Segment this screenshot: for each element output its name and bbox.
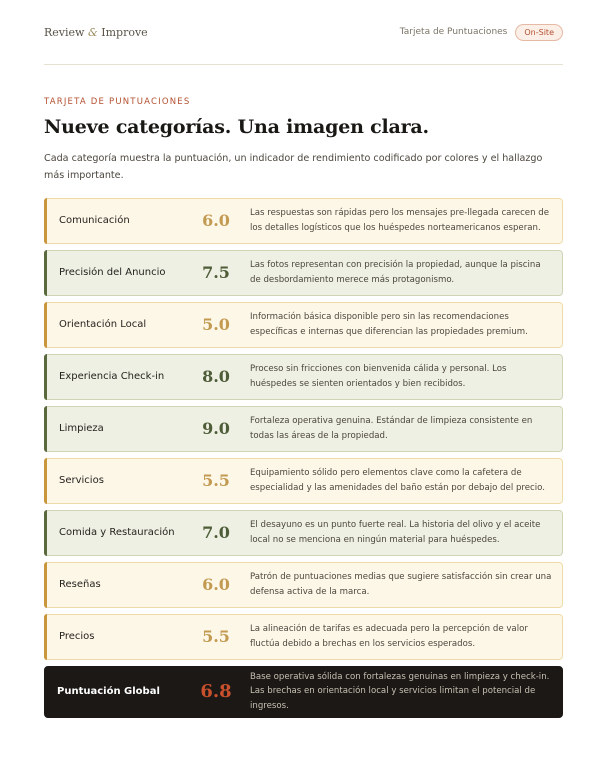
category-score: 7.5 bbox=[202, 263, 230, 283]
category-row bbox=[44, 510, 563, 556]
category-name: Limpieza bbox=[59, 423, 104, 435]
category-score: 7.0 bbox=[202, 523, 230, 543]
breadcrumb: Tarjeta de Puntuaciones bbox=[399, 27, 508, 37]
brand-logo[interactable] bbox=[44, 26, 148, 39]
brand-ampersand: & bbox=[87, 25, 98, 39]
category-finding: La alineación de tarifas es adecuada pero la percepción de valor fluctúa debido a brechas en los servicios esperados. bbox=[250, 624, 528, 649]
category-score: 5.5 bbox=[202, 627, 230, 647]
category-row bbox=[44, 614, 563, 660]
category-finding: Las respuestas son rápidas pero los mensajes pre-llegada carecen de los detalles logísticos que los huéspedes norteamericanos esperan. bbox=[250, 208, 550, 233]
category-finding: Equipamiento sólido pero elementos clave como la cafetera de especialidad y las amenidades del baño están por debajo del precio. bbox=[250, 468, 545, 493]
overall-label: Puntuación Global bbox=[57, 686, 160, 698]
category-row bbox=[44, 302, 563, 348]
category-name: Orientación Local bbox=[59, 319, 147, 331]
category-row bbox=[44, 354, 563, 400]
overall-score-row bbox=[44, 666, 563, 718]
category-score: 5.0 bbox=[202, 315, 230, 335]
category-name: Comida y Restauración bbox=[59, 527, 175, 539]
top-bar bbox=[44, 0, 563, 65]
overall-finding: Base operativa sólida con fortalezas genuinas en limpieza y check-in. Las brechas en orientación local y servicios limitan el potencial de ingresos. bbox=[250, 672, 550, 711]
status-badge: On-Site bbox=[515, 24, 563, 41]
category-name: Reseñas bbox=[59, 579, 101, 591]
category-score: 5.5 bbox=[202, 471, 230, 491]
page-title: Nueve categorías. Una imagen clara. bbox=[44, 116, 429, 138]
category-name: Experiencia Check-in bbox=[59, 371, 165, 383]
category-name: Precios bbox=[59, 631, 95, 643]
category-finding: Proceso sin fricciones con bienvenida cálida y personal. Los huéspedes se sienten orientados y bien recibidos. bbox=[250, 364, 507, 389]
category-score: 6.0 bbox=[202, 211, 230, 231]
category-score: 8.0 bbox=[202, 367, 230, 387]
category-finding: El desayuno es un punto fuerte real. La historia del olivo y el aceite local no se menciona en ningún material para huéspedes. bbox=[250, 520, 541, 545]
category-row bbox=[44, 406, 563, 452]
category-finding: Patrón de puntuaciones medias que sugiere satisfacción sin crear una defensa activa de la marca. bbox=[250, 572, 552, 597]
category-list bbox=[44, 198, 563, 718]
category-row bbox=[44, 458, 563, 504]
brand-word-left: Review bbox=[44, 25, 85, 39]
overall-score: 6.8 bbox=[200, 681, 232, 703]
header-meta bbox=[400, 24, 563, 41]
category-finding: Información básica disponible pero sin las recomendaciones específicas e internas que diferencian las propiedades premium. bbox=[250, 312, 528, 337]
category-name: Comunicación bbox=[59, 215, 130, 227]
category-name: Servicios bbox=[59, 475, 104, 487]
category-score: 9.0 bbox=[202, 419, 230, 439]
category-name: Precisión del Anuncio bbox=[59, 267, 166, 279]
category-row bbox=[44, 198, 563, 244]
category-finding: Las fotos representan con precisión la propiedad, aunque la piscina de desbordamiento merece más protagonismo. bbox=[250, 260, 541, 285]
category-row bbox=[44, 562, 563, 608]
category-score: 6.0 bbox=[202, 575, 230, 595]
brand-word-right: Improve bbox=[101, 25, 148, 39]
section-kicker: TARJETA DE PUNTUACIONES bbox=[44, 97, 191, 107]
page-description: Cada categoría muestra la puntuación, un indicador de rendimiento codificado por colores y el hallazgo más importante. bbox=[44, 153, 543, 182]
category-finding: Fortaleza operativa genuina. Estándar de limpieza consistente en todas las áreas de la propiedad. bbox=[250, 416, 533, 441]
category-row bbox=[44, 250, 563, 296]
